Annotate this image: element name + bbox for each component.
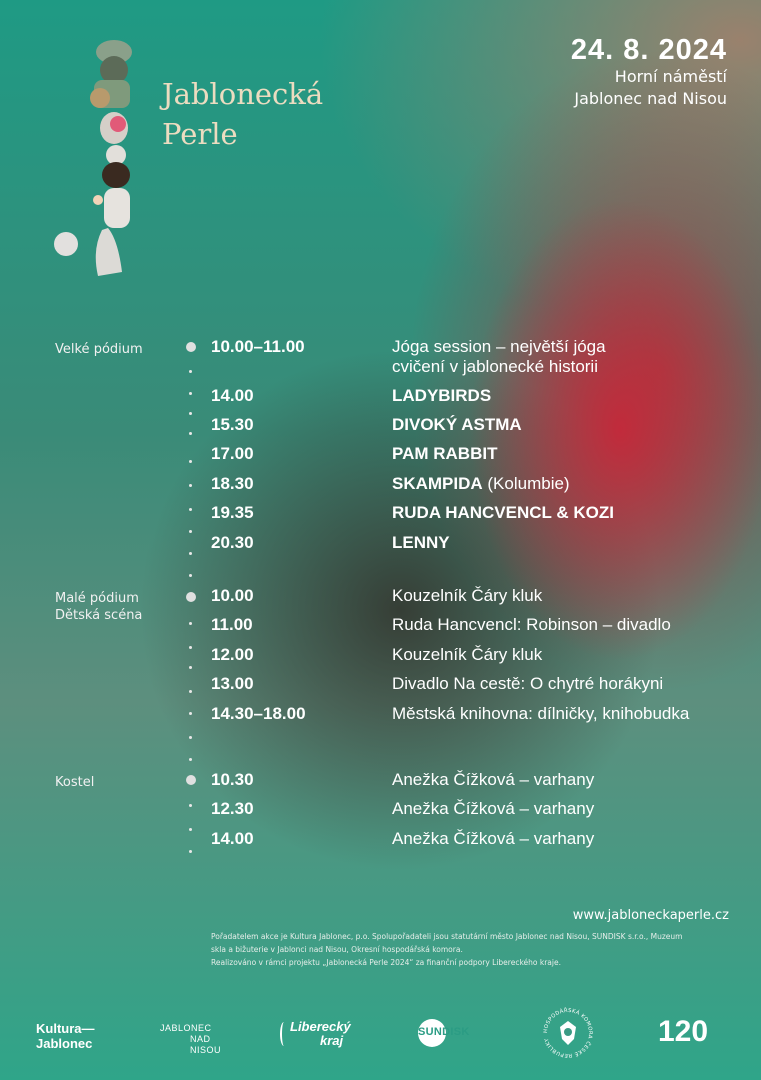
logo-text: Jablonec bbox=[36, 1036, 93, 1051]
timeline-dot bbox=[189, 804, 192, 807]
chamber-seal-icon bbox=[540, 1005, 596, 1061]
time-slot: 17.00 bbox=[211, 444, 254, 463]
program-item: Anežka Čížková – varhany bbox=[392, 770, 595, 789]
program-item-note: (Kolumbie) bbox=[482, 474, 570, 493]
website-url[interactable]: www.jabloneckaperle.cz bbox=[572, 908, 729, 923]
program-item: LENNY bbox=[392, 533, 450, 552]
fineprint-line: skla a bižuterie v Jablonci nad Nisou, Okresní hospodářská komora. bbox=[211, 945, 463, 954]
logo-text: NAD bbox=[190, 1034, 211, 1044]
section-label-kostel: Kostel bbox=[55, 775, 95, 790]
time-slot: 10.00–11.00 bbox=[211, 337, 305, 356]
time-slot: 14.00 bbox=[211, 386, 254, 405]
program-item: Kouzelník Čáry kluk bbox=[392, 586, 543, 605]
program-item: Anežka Čížková – varhany bbox=[392, 829, 595, 848]
time-slot: 12.00 bbox=[211, 645, 254, 664]
section-label-line: Dětská scéna bbox=[55, 608, 143, 623]
venue-line-1: Horní náměstí bbox=[614, 67, 727, 86]
timeline-dot bbox=[189, 574, 192, 577]
timeline-dot bbox=[189, 622, 192, 625]
timeline-dot bbox=[189, 850, 192, 853]
kultura-jablonec-logo bbox=[36, 1021, 95, 1051]
program-item: RUDA HANCVENCL & KOZI bbox=[392, 503, 614, 522]
program-item: LADYBIRDS bbox=[392, 386, 492, 405]
timeline-dot bbox=[189, 460, 192, 463]
program-item: DIVOKÝ ASTMA bbox=[392, 415, 522, 434]
section-label-line: Malé pódium bbox=[55, 591, 139, 606]
time-slot: 14.00 bbox=[211, 829, 254, 848]
swoosh-icon bbox=[280, 1022, 288, 1046]
timeline-dot bbox=[189, 530, 192, 533]
logo-text: Liberecký bbox=[290, 1019, 351, 1034]
hospodarska-komora-logo bbox=[540, 1005, 596, 1061]
logo-text: JABLONEC bbox=[160, 1023, 212, 1033]
fineprint-line: Realizováno v rámci projektu „Jablonecká Perle 2024“ za finanční podpory Libereckého kraje. bbox=[211, 958, 561, 967]
seal-ring-text: HOSPODÁŘSKÁ KOMORA ČESKÉ REPUBLIKY bbox=[542, 1007, 594, 1059]
timeline-dot bbox=[189, 712, 192, 715]
partner-logos bbox=[0, 1005, 761, 1065]
event-date: 24. 8. 2024 bbox=[570, 34, 727, 66]
program-item: Ruda Hancvencl: Robinson – divadlo bbox=[392, 615, 671, 634]
logo-title-line-1: Jablonecká bbox=[162, 77, 324, 111]
logo-text: NISOU bbox=[190, 1045, 222, 1055]
timeline-dot bbox=[189, 370, 192, 373]
liberecky-kraj-logo bbox=[284, 1020, 351, 1048]
fineprint-line: Pořadatelem akce je Kultura Jablonec, p.o. Spolupořadateli jsou statutární město Jablonec nad Nisou, SUNDISK s.r.o., Muzeum bbox=[211, 932, 683, 941]
time-slot: 18.30 bbox=[211, 474, 254, 493]
logo-text: 120 bbox=[658, 1015, 709, 1048]
time-slot: 13.00 bbox=[211, 674, 254, 693]
time-slot: 14.30–18.00 bbox=[211, 704, 306, 723]
time-slot: 10.30 bbox=[211, 770, 254, 789]
time-slot: 19.35 bbox=[211, 503, 254, 522]
time-slot: 12.30 bbox=[211, 799, 254, 818]
venue-line-2: Jablonec nad Nisou bbox=[574, 89, 727, 108]
program-item-name: SKAMPIDA bbox=[392, 474, 483, 493]
timeline-dot bbox=[189, 646, 192, 649]
logo-text: kraj bbox=[320, 1033, 344, 1048]
program-item: Městská knihovna: dílničky, knihobudka bbox=[392, 704, 690, 723]
section-bullet bbox=[186, 592, 196, 602]
program-item: Anežka Čížková – varhany bbox=[392, 799, 595, 818]
timeline-dot bbox=[189, 552, 192, 555]
program-item: Kouzelník Čáry kluk bbox=[392, 645, 543, 664]
program-item: Jóga session – největší jóga bbox=[392, 337, 606, 356]
organizer-fineprint bbox=[211, 930, 731, 969]
jablonec-nad-nisou-logo bbox=[160, 1023, 221, 1056]
timeline-dot bbox=[189, 432, 192, 435]
section-label-male-podium bbox=[55, 590, 142, 624]
timeline-dot bbox=[189, 666, 192, 669]
timeline-dot bbox=[189, 412, 192, 415]
sundisk-logo bbox=[416, 1019, 478, 1047]
program-item: PAM RABBIT bbox=[392, 444, 498, 463]
time-slot: 11.00 bbox=[211, 615, 253, 634]
anniversary-120-logo bbox=[658, 1015, 708, 1049]
section-label-velke-podium: Velké pódium bbox=[55, 342, 143, 357]
section-bullet bbox=[186, 342, 196, 352]
program-item: Divadlo Na cestě: O chytré horákyni bbox=[392, 674, 664, 693]
time-slot: 20.30 bbox=[211, 533, 254, 552]
logo-text: Kultura— bbox=[36, 1021, 95, 1036]
program-item-continued: cvičení v jablonecké historii bbox=[392, 357, 598, 376]
timeline-dot bbox=[189, 758, 192, 761]
timeline-dot bbox=[189, 828, 192, 831]
timeline-dot bbox=[189, 736, 192, 739]
timeline-dot bbox=[189, 690, 192, 693]
timeline-dot bbox=[189, 484, 192, 487]
logo-text: SUNDISK bbox=[418, 1026, 470, 1038]
time-slot: 10.00 bbox=[211, 586, 254, 605]
time-slot: 15.30 bbox=[211, 415, 254, 434]
section-bullet bbox=[186, 775, 196, 785]
logo-title-line-2: Perle bbox=[162, 117, 238, 151]
timeline-dot bbox=[189, 392, 192, 395]
timeline-dot bbox=[189, 508, 192, 511]
program-item bbox=[392, 474, 570, 494]
